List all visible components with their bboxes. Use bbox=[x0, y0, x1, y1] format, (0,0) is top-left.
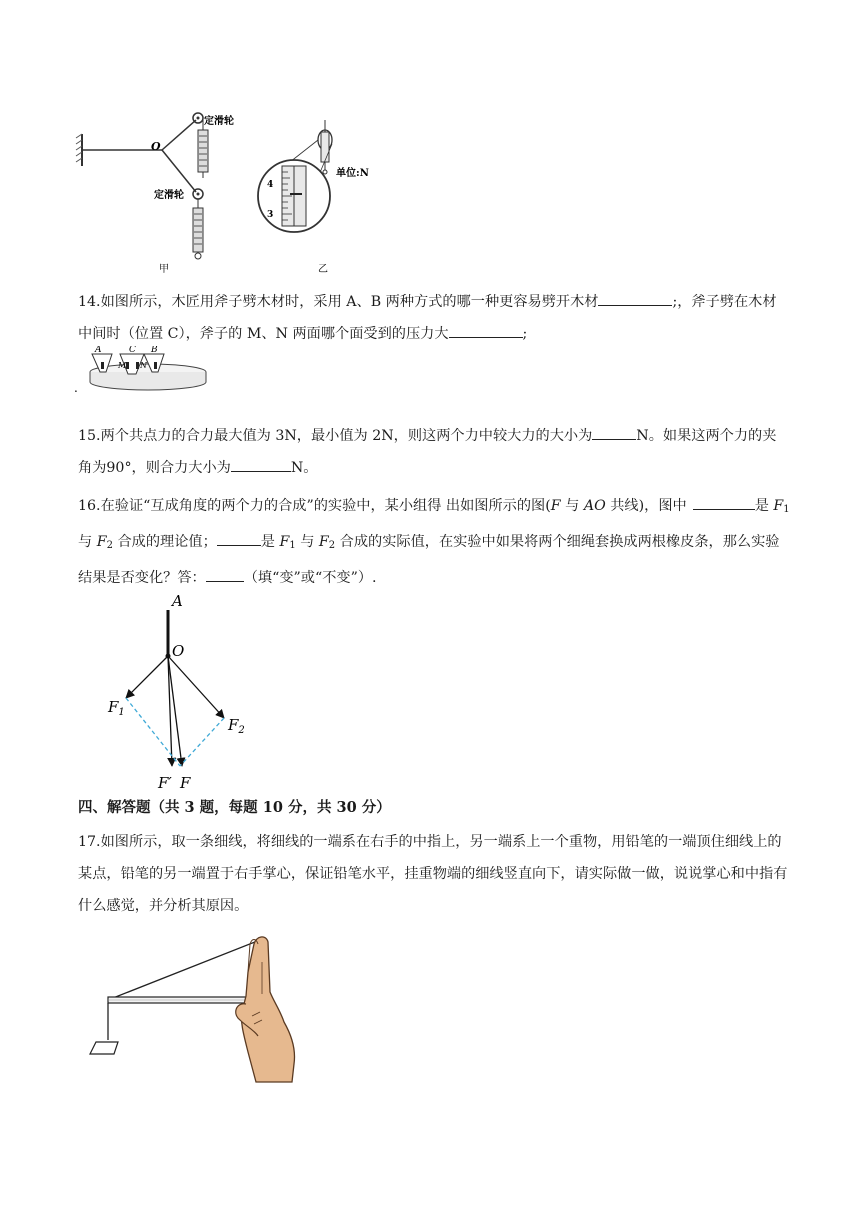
symbol-f: F bbox=[550, 498, 561, 514]
answer-blank[interactable] bbox=[592, 421, 636, 440]
question-15 bbox=[78, 420, 790, 484]
angle-value: 90° bbox=[106, 460, 132, 476]
question-text: 如图所示，取一条细线，将细线的一端系在右手的中指上，另一端系上一个重物，用铅笔的一端顶住细线上的某点，铅笔的另一端置于右手掌心，保证铅笔水平，挂重物端的细线竖直向下，请实际做一做，说说掌心和中指有什么感觉，并分析其原因。 bbox=[78, 834, 788, 914]
fig14-label-m: M bbox=[118, 361, 127, 370]
answer-blank[interactable] bbox=[598, 287, 672, 306]
figure-17-hand-pencil bbox=[84, 932, 314, 1086]
fig14-label-a: A bbox=[95, 346, 102, 355]
fig16-label-f2: $F_2$ bbox=[228, 716, 245, 736]
symbol-f1: F bbox=[279, 534, 290, 550]
answer-blank[interactable] bbox=[206, 563, 244, 582]
fig16-label-fprime: F′ bbox=[158, 774, 172, 792]
fig13-jia-label: 甲 bbox=[159, 264, 169, 275]
fig13-tick-upper: 4 bbox=[267, 180, 274, 190]
question-text: 是 bbox=[754, 498, 774, 514]
fig13-yi-label: 乙 bbox=[318, 264, 328, 275]
answer-blank[interactable] bbox=[693, 491, 755, 510]
question-number: 17. bbox=[78, 834, 101, 850]
question-text: 是 bbox=[260, 534, 280, 550]
subscript: 2 bbox=[328, 540, 336, 551]
fig14-label-b: B bbox=[151, 346, 158, 355]
subscript: 2 bbox=[106, 540, 113, 551]
fig14-label-c: C bbox=[129, 346, 136, 355]
figure-13-pulley-setup bbox=[68, 100, 398, 280]
answer-blank[interactable] bbox=[217, 527, 261, 546]
question-text: 合成的实际值，在实验中如果将两个细绳套换成两根橡皮条，那么实验结果是否变化？答： bbox=[78, 534, 780, 586]
question-text: 与 bbox=[295, 534, 319, 550]
question-text: 与 bbox=[78, 534, 97, 550]
question-number: 16. bbox=[78, 498, 101, 514]
question-text: 与 bbox=[560, 498, 584, 514]
question-text: N。 bbox=[290, 460, 318, 476]
question-text: 如图所示，木匠用斧子劈木材时，采用 A、B 两种方式的哪一种更容易劈开木材 bbox=[100, 294, 599, 310]
question-text: 两个共点力的合力最大值为 3N，最小值为 2N，则这两个力中较大力的大小为 bbox=[100, 428, 593, 444]
fig14-dot: . bbox=[74, 381, 78, 394]
fig13-o-label: O bbox=[151, 140, 161, 153]
question-text: N。如果这两个力的夹角为 bbox=[78, 428, 777, 476]
fig13-pulley-top-label: 定滑轮 bbox=[204, 116, 234, 127]
fig13-unit-label: 单位:N bbox=[336, 168, 369, 179]
fig16-label-f: F bbox=[180, 774, 191, 792]
subscript: 1 bbox=[783, 504, 790, 515]
figure-16-force-diagram bbox=[100, 588, 260, 794]
fig13-tick-lower: 3 bbox=[267, 210, 274, 220]
question-number: 14. bbox=[78, 294, 101, 310]
section-heading: 四、解答题（共 3 题，每题 10 分，共 30 分） bbox=[78, 799, 391, 816]
symbol-f2: F bbox=[96, 534, 107, 550]
question-16 bbox=[78, 490, 790, 594]
fig16-label-f1: $F_1$ bbox=[108, 698, 125, 718]
question-text: ;，斧子劈在木材中间时（位置 C），斧子的 M、N 两面哪个面受到的压力大 bbox=[78, 294, 777, 342]
question-text: 在验证“互成角度的两个力的合成”的实验中，某小组得 出如图所示的图( bbox=[100, 498, 551, 514]
question-14 bbox=[78, 286, 790, 350]
fig14-label-n: N bbox=[140, 361, 147, 370]
question-text: ，则合力大小为 bbox=[131, 460, 231, 476]
symbol-f2: F bbox=[318, 534, 329, 550]
question-number: 15. bbox=[78, 428, 101, 444]
question-text: （填“变”或“不变”）. bbox=[243, 570, 377, 586]
question-text: 共线)，图中 bbox=[605, 498, 687, 514]
question-text: ; bbox=[522, 326, 528, 342]
fig16-label-o: O bbox=[172, 642, 185, 660]
answer-blank[interactable] bbox=[449, 319, 523, 338]
answer-blank[interactable] bbox=[231, 453, 291, 472]
question-text: 合成的理论值； bbox=[112, 534, 217, 550]
question-17 bbox=[78, 826, 790, 922]
fig13-pulley-bottom-label: 定滑轮 bbox=[154, 190, 184, 201]
symbol-f1: F bbox=[773, 498, 784, 514]
figure-14-axe-wood bbox=[74, 346, 214, 394]
symbol-ao: AO bbox=[583, 498, 606, 514]
fig16-label-a: A bbox=[172, 592, 183, 610]
subscript: 1 bbox=[289, 540, 296, 551]
